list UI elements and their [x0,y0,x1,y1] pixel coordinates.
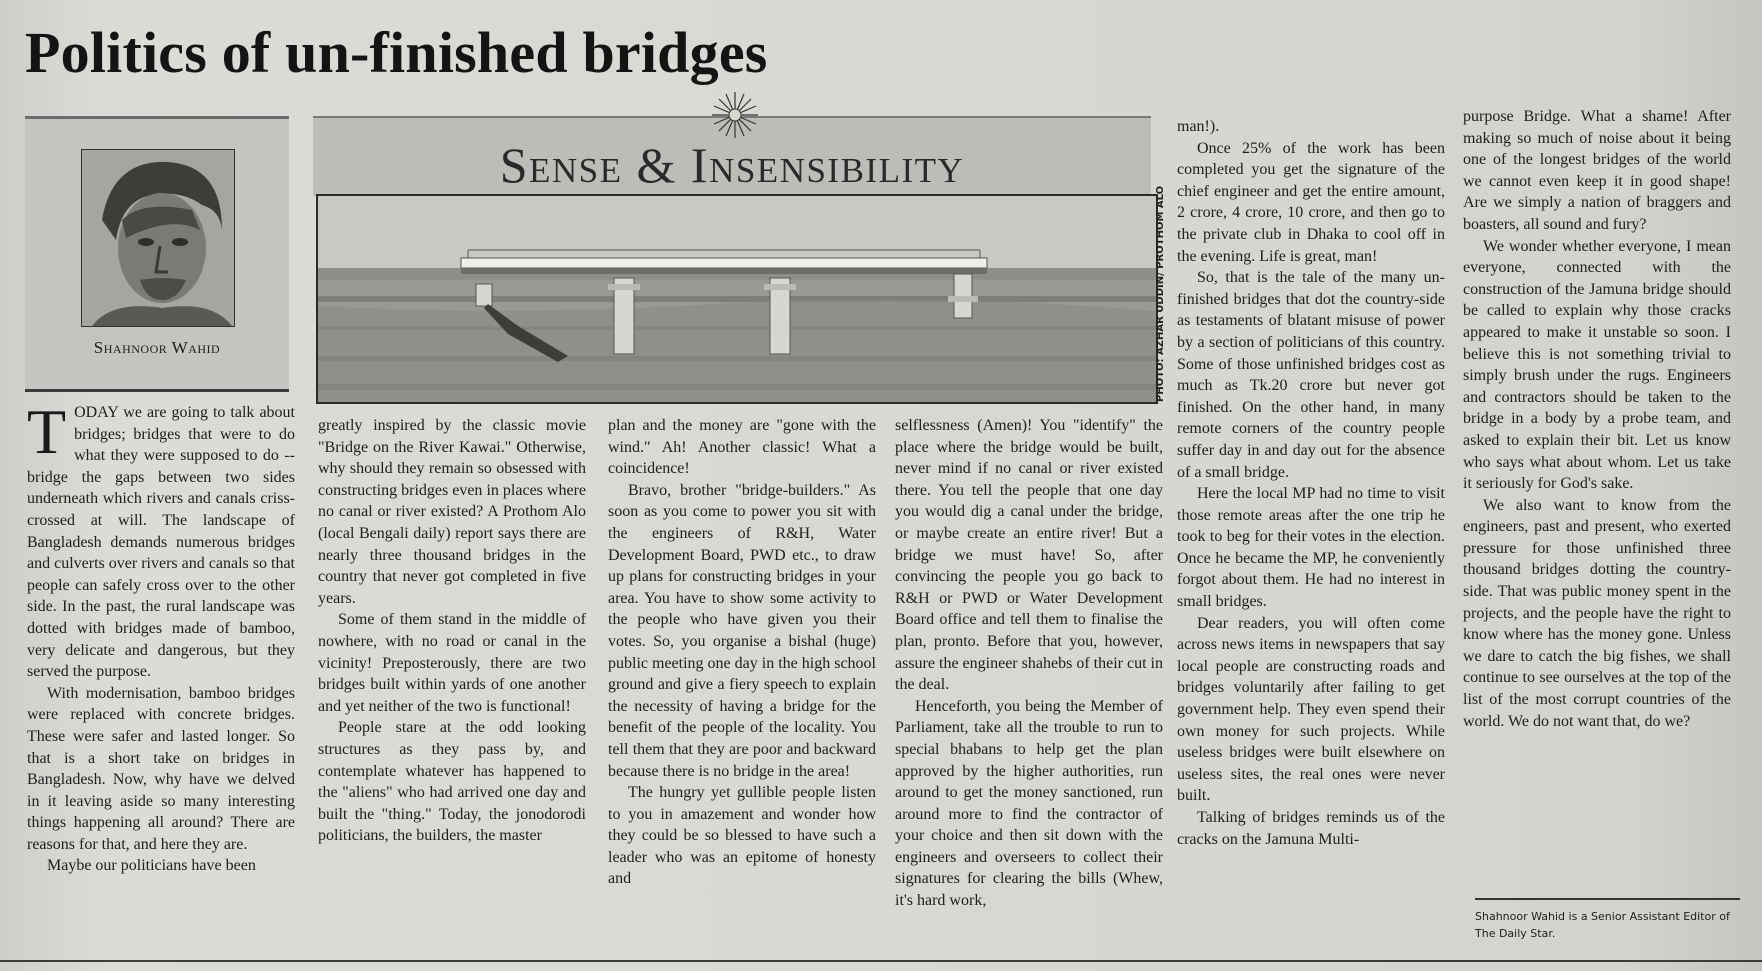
article-paragraph: The hungry yet gullible people listen to you in amazement and wonder how they could be so blessed to have such a leader who was an epitome of honesty and [608,784,876,888]
article-column-4 [895,415,1163,912]
bridge-photo [316,194,1158,404]
unfinished-bridge-image [318,196,1156,402]
author-photo [81,149,235,327]
article-paragraph: Talking of bridges reminds us of the cracks on the Jamuna Multi- [1177,809,1445,848]
article-paragraph: People stare at the odd looking structures as they pass by, and contemplate whatever has happened to the "aliens" who had arrived one day and built the "thing." Today, the jonodorodi politicians, the builders, the master [318,719,586,845]
article-paragraph: Here the local MP had no time to visit those remote areas after the one trip he took to beg for their votes in the election. Once he became the MP, he conveniently forgot about them. He had no interest in small bridges. [1177,485,1445,611]
article-paragraph: We also want to know from the engineers, past and present, who exerted pressure for those unfinished three thousand bridges dotting the country-side. That was public money spent in the projects, and the people have the right to know where has the money gone. Unless we dare to catch the big fishes, we shall continue to see ourselves at the top of the list of the most corrupt countries of the world. We do not want that, do we? [1463,496,1731,730]
article-paragraph: Maybe our politicians have been [47,857,256,875]
article-column-1 [27,396,295,877]
headline: Politics of un-finished bridges [25,20,768,85]
article-column-5 [1177,116,1445,850]
article-column-6 [1463,106,1731,732]
author-byline: Shahnoor Wahid [93,338,221,357]
author-footnote: Shahnoor Wahid is a Senior Assistant Editor of The Daily Star. [1475,898,1740,942]
bottom-rule [0,960,1762,962]
article-paragraph: plan and the money are "gone with the wind." Ah! Another classic! What a coincidence! [608,417,876,478]
article-paragraph: selflessness (Amen)! You "identify" the place where the bridge would be built, never mind if no canal or river existed there. You tell the people that one day you would dig a canal under the bridge, or maybe create an entire river! But a bridge we must have! So, after convincing the people you go back to R&H or PWD or Water Development Board office and tell them to finalise the plan, pronto. Before that you, however, assure the engineer shahebs of their cut in the deal. [895,417,1163,694]
article-column-3 [608,415,876,890]
article-paragraph: With modernisation, bamboo bridges were replaced with concrete bridges. These were safer and lasted longer. So that is a short take on bridges in Bangladesh. Now, why have we delved in it leaving aside so many interesting things happening all around? There are reasons for that, and here they are. [27,684,295,853]
paragraph-text: ODAY we are going to talk about bridges; bridges that were to do what they were supposed to do -- bridge the gaps between two sides underneath which rivers and canals criss-crossed at will. The landscape of Bangladesh demands numerous bridges and culverts over rivers and canals so that people can safely cross over to the other side. In the past, the rural landscape was dotted with bridges made of bamboo, very delicate and dangerous, but they served the purpose. [27,404,295,681]
article-paragraph: Henceforth, you being the Member of Parliament, take all the trouble to run to special bhabans to help get the plan approved by the higher authorities, run around to get the money sanctioned, run around more to find the contractor of your choice and then sit down with the engineers and overseers to collect their signatures for clearing the bills (Whew, it's hard work, [895,697,1163,910]
article-paragraph: We wonder whether everyone, I mean everyone, connected with the construction of the Jamuna bridge should be called to explain why those cracks appeared to make it unstable so soon. I believe this is not something trivial to simply brush under the rugs. Engineers and contractors should be taken to the bridge in a body by a probe team, and asked to explain their bit. Let us know who says what about whom. Let us take it seriously for God's sake. [1463,237,1731,493]
article-paragraph: Bravo, brother "bridge-builders." As soon as you come to power you sit with the engineers of R&H, Water Development Board, PWD etc., to draw up plans for constructing bridges in your area. You have to show some activity to the people who have given you their votes. So, you organise a bishal (huge) public meeting one day in the high school ground and give a fiery speech to explain the necessity of having a bridge for the benefit of the people of the locality. You tell them that they are poor and backward because there is no bridge in the area! [608,481,876,780]
article-paragraph: purpose Bridge. What a shame! After making so much of noise about it being one of the longest bridges of the world we cannot even keep it in good shape! Are we simply a nation of braggers and boasters, all sound and fury? [1463,108,1731,233]
article-paragraph: Dear readers, you will often come across news items in newspapers that say local people are constructing roads and bridges voluntarily after failing to get government help. They even spend their own money for such projects. While useless bridges were built elsewhere on useless sites, the real ones were never built. [1177,614,1445,805]
article-paragraph: Some of them stand in the middle of nowhere, with no road or canal in the vicinity! Preposterously, there are two bridges built within yards of one another and yet neither of the two is functional! [318,611,586,715]
article-paragraph: Once 25% of the work has been completed you get the signature of the chief engineer and get the entire amount, 2 crore, 4 crore, 10 crore, and then go to the private club in Dhaka to cool off in the evening. Life is great, man! [1177,139,1445,265]
column-banner-title: Sense & Insensibility [499,137,965,193]
article-paragraph: man!). [1177,118,1220,135]
article-paragraph: greatly inspired by the classic movie "Bridge on the River Kawai." Otherwise, why should they remain so obsessed with constructing bridges even in places where no canal or river existed? A Prothom Alo (local Bengali daily) report says there are nearly three thousand bridges in the country that never got completed in five years. [318,417,586,607]
author-box [25,116,289,392]
author-portrait-image [82,150,234,326]
sun-ornament-icon [710,90,760,140]
article-paragraph: So, that is the tale of the many un-finished bridges that dot the country-side as testaments of blatant misuse of power by a section of politicians of this country. Some of those unfinished bridges cost as much as Tk.20 crore but never got finished. On the other hand, in many remote corners of the country people suffer day in and day out for the absence of a small bridge. [1177,269,1445,481]
photo-credit: PHOTO: AZHAR UDDIN/ PROTHOM ALO [1155,185,1166,402]
article-column-2 [318,415,586,847]
drop-cap: T [27,396,67,467]
article-paragraph [27,396,295,683]
